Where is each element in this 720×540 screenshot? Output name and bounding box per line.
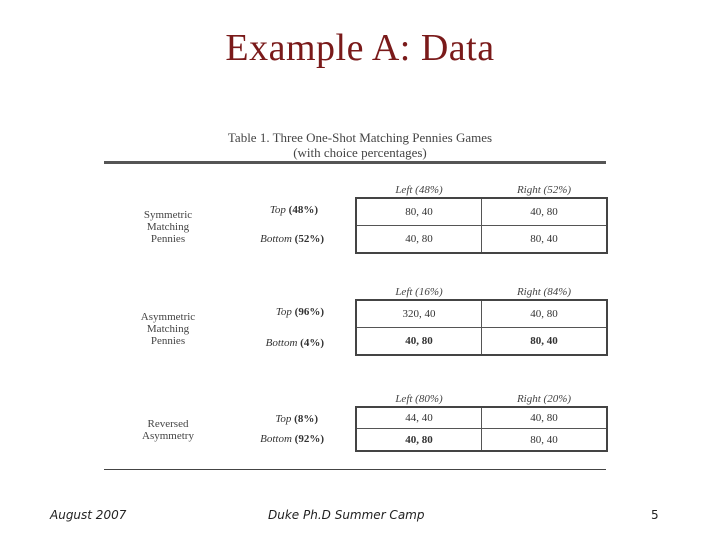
game2-row-bottom-name: Bottom [265,337,298,349]
game2-row-bottom-label [194,337,324,349]
game1-row-bottom-name: Bottom [260,233,292,245]
game1-row-top-name: Top [269,204,286,216]
game3-col-left: Left (80%) [395,393,443,405]
slide-title: Example A: Data [225,27,495,69]
game1-row-bottom-label [194,233,324,245]
game3-cell-bottom-left: 40, 80 [356,429,482,452]
game2-row-top-label [194,306,324,318]
game1-col-right: Right (52%) [516,184,572,196]
game3-row-bottom-pct: (92%) [294,433,324,445]
footer-page-number: 5 [651,508,659,522]
game3-col-right: Right (20%) [516,393,572,405]
game2-cell-bottom-right: 80, 40 [482,328,608,356]
game3-row-top-name: Top [275,413,292,425]
game1-cell-bottom-left: 40, 80 [356,226,482,254]
game3-row-bottom-name: Bottom [260,433,292,445]
top-rule [104,161,606,164]
game3-row-top-pct: (8%) [294,413,318,425]
game2-row-bottom-pct: (4%) [300,337,324,349]
game1-cell-bottom-right: 80, 40 [482,226,608,254]
game1-row-bottom-pct: (52%) [294,233,324,245]
game2-cell-top-left: 320, 40 [356,300,482,328]
game2-cell-bottom-left: 40, 80 [356,328,482,356]
game2-label-line2: Matching [146,323,190,335]
footer-event: Duke Ph.D Summer Camp [268,508,425,522]
table-caption-line2: (with choice percentages) [293,145,427,160]
game3-row-top-label [188,413,318,425]
game2-row-top-name: Top [275,306,292,318]
game2-col-right: Right (84%) [516,286,572,298]
game1-cell-top-left: 80, 40 [356,198,482,226]
game3-cell-top-right: 40, 80 [482,407,608,429]
game2-matrix [355,299,608,356]
game3-row-bottom-label [194,433,324,445]
game3-cell-top-left: 44, 40 [356,407,482,429]
game2-label-line1: Asymmetric [140,311,196,323]
table-caption [150,130,570,160]
table-caption-line1: Table 1. Three One-Shot Matching Pennies Games [227,130,493,145]
game1-col-left: Left (48%) [395,184,443,196]
game3-matrix [355,406,608,452]
game1-label-line2: Matching [146,221,190,233]
game1-label-line1: Symmetric [143,209,193,221]
game2-col-left: Left (16%) [395,286,443,298]
game2-label-line3: Pennies [150,335,186,347]
game1-cell-top-right: 40, 80 [482,198,608,226]
game2-row-top-pct: (96%) [294,306,324,318]
game1-matrix [355,197,608,254]
game1-row-top-pct: (48%) [288,204,318,216]
bottom-rule [104,469,606,470]
game3-label-line2: Asymmetry [142,430,194,442]
game1-row-top-label [188,204,318,216]
footer-date: August 2007 [50,508,127,522]
game3-cell-bottom-right: 80, 40 [482,429,608,452]
game3-label-line1: Reversed [147,418,189,430]
game2-cell-top-right: 40, 80 [482,300,608,328]
game1-label-line3: Pennies [150,233,186,245]
